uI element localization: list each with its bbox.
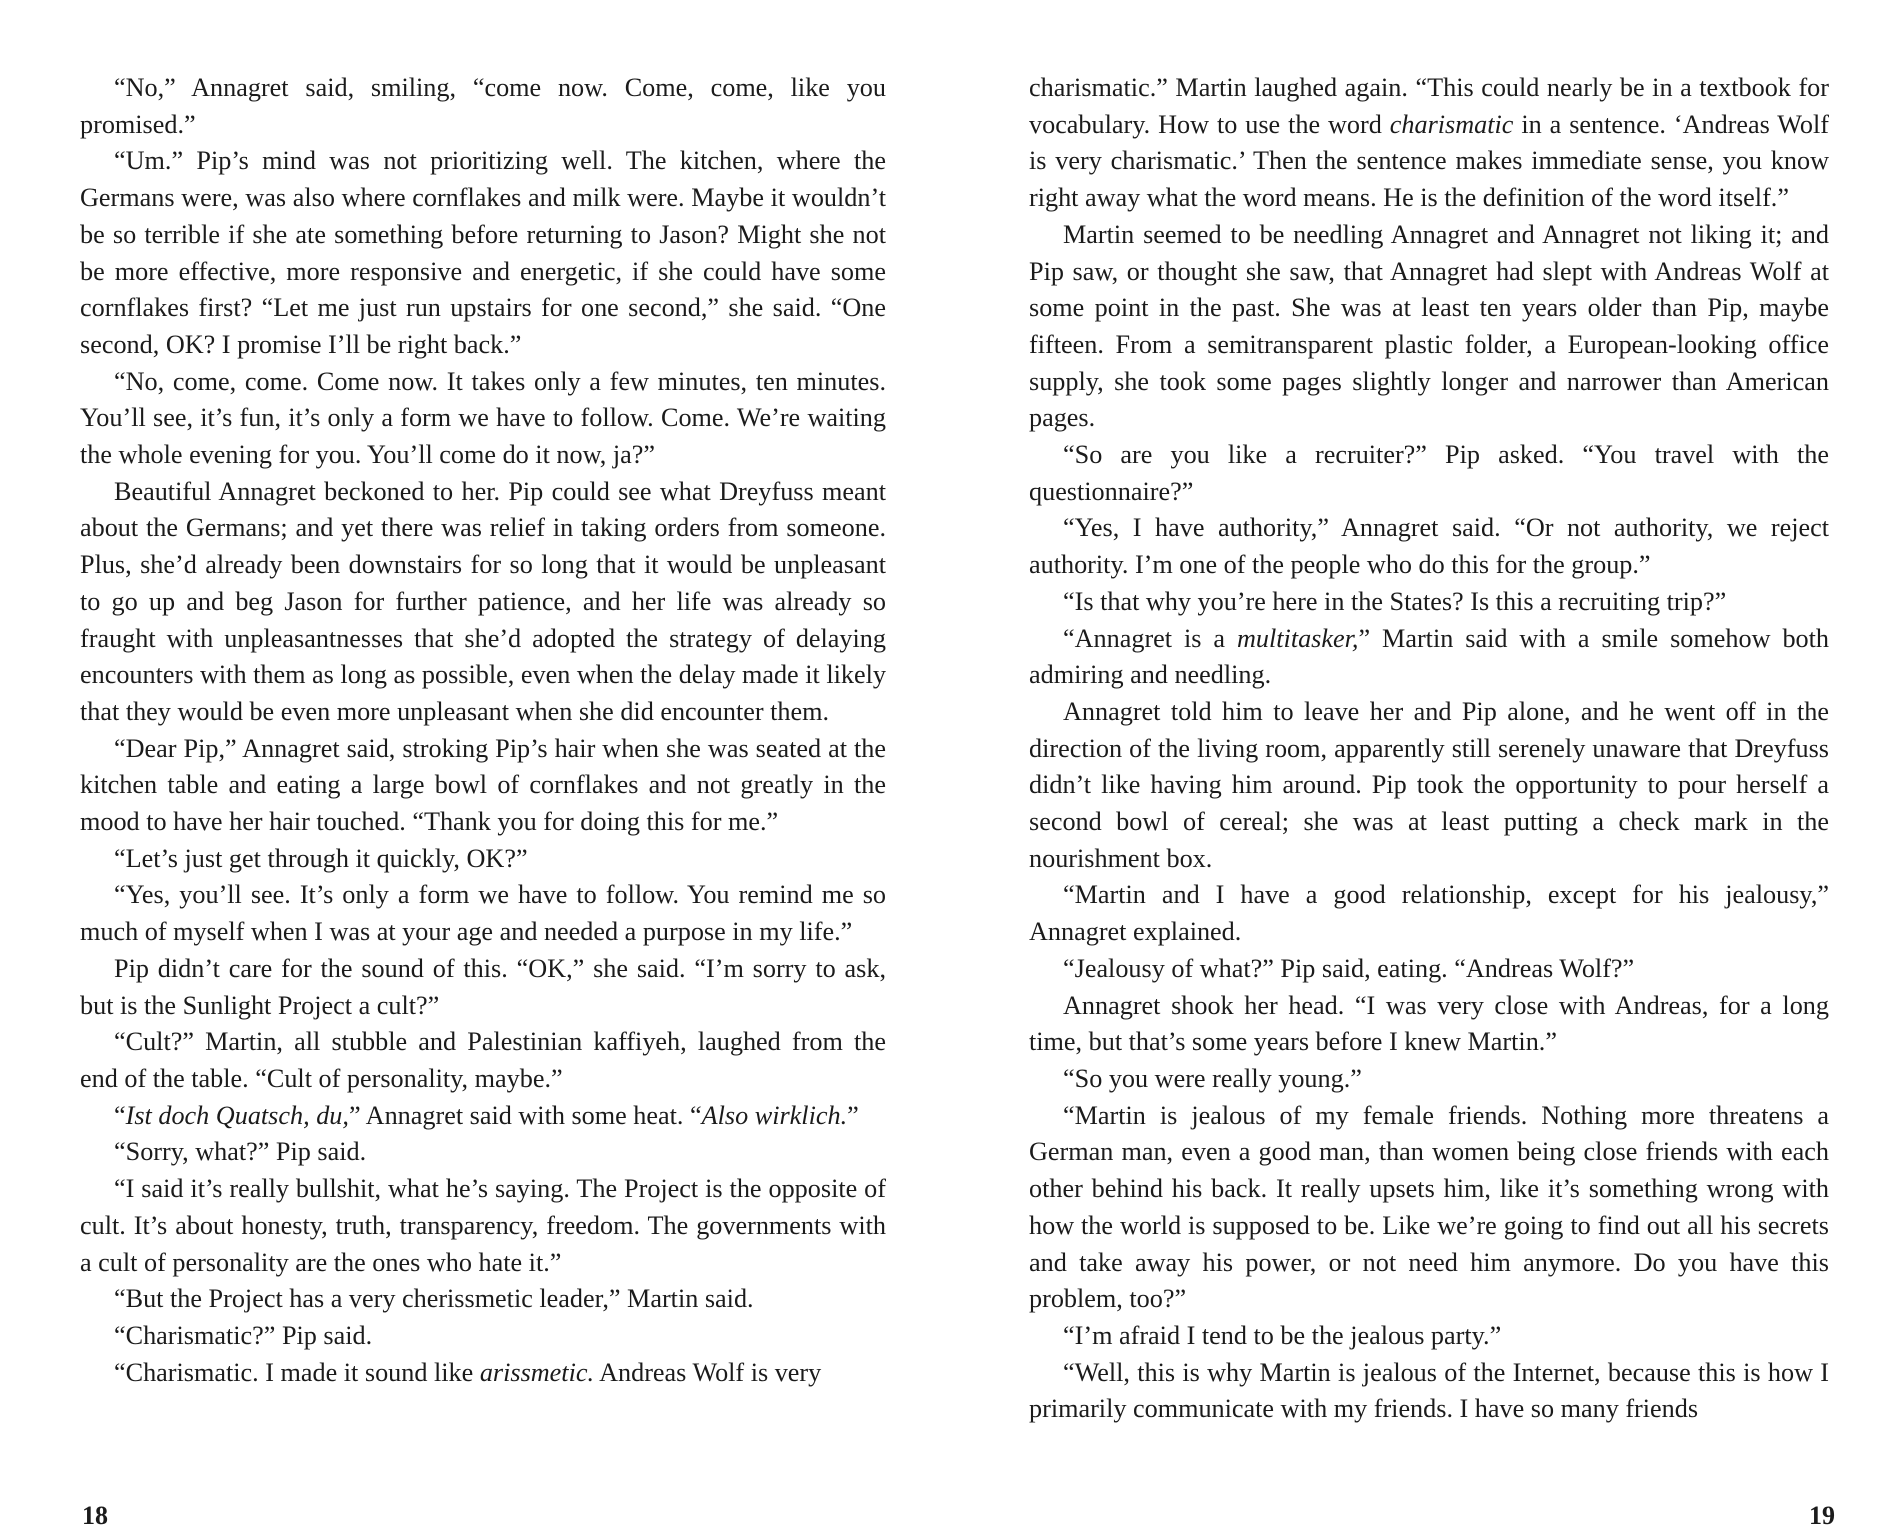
paragraph (80, 1355, 886, 1392)
paragraph-text: “I said it’s really bullshit, what he’s saying. The Project is the opposite of cult. It’s about honesty, truth, transparency, freedom. The governments with a cult of personality are the ones who hate it.” (80, 1174, 886, 1277)
paragraph-text: “Yes, you’ll see. It’s only a form we have to follow. You remind me so much of myself when I was at your age and needed a purpose in my life.” (80, 880, 886, 947)
paragraph-text: “So you were really young.” (1063, 1063, 1362, 1093)
paragraph-text: ” Annagret said with some heat. “ (348, 1100, 702, 1130)
paragraph (80, 841, 886, 878)
paragraph-text: in a sentence. ‘Andreas Wolf is very charismatic.’ Then the sentence makes immediate sense, you know right away what the word means. He is the definition of the word itself.” (1029, 109, 1829, 213)
paragraph (80, 143, 886, 363)
paragraph-text: “Sorry, what?” Pip said. (114, 1137, 367, 1167)
paragraph-text: Andreas Wolf is very (594, 1357, 822, 1387)
paragraph (1029, 951, 1829, 988)
paragraph-text: “Charismatic. I made it sound like (114, 1357, 480, 1387)
paragraph-text: “Martin and I have a good relationship, except for his jealousy,” Annagret explained. (1029, 880, 1829, 947)
paragraph (80, 1134, 886, 1171)
italic-text: Also wirklich. (701, 1100, 848, 1130)
left-page-text (80, 70, 886, 1391)
right-page-text (1029, 70, 1829, 1428)
right-page-number: 19 (1809, 1501, 1835, 1530)
paragraph-text: Annagret told him to leave her and Pip alone, and he went off in the direction of the living room, apparently still serenely unaware that Dreyfuss didn’t like having him around. Pip took the opportunity to pour herself a second bowl of cereal; she was at least putting a check mark in the nourishment box. (1029, 696, 1829, 873)
italic-text: arissmetic. (479, 1357, 595, 1387)
paragraph-text: Annagret shook her head. “I was very close with Andreas, for a long time, but that’s some years before I knew Martin.” (1029, 990, 1829, 1057)
paragraph (1029, 694, 1829, 878)
italic-text: Ist doch Quatsch, du, (125, 1100, 349, 1130)
paragraph (1029, 510, 1829, 583)
paragraph-text: “I’m afraid I tend to be the jealous party.” (1063, 1320, 1502, 1350)
paragraph (80, 1098, 886, 1135)
paragraph-text: Pip didn’t care for the sound of this. “OK,” she said. “I’m sorry to ask, but is the Sunlight Project a cult?” (80, 953, 886, 1020)
paragraph (80, 1024, 886, 1097)
paragraph (80, 1171, 886, 1281)
paragraph (1029, 70, 1829, 217)
italic-text: charismatic (1389, 109, 1514, 139)
paragraph-text: Martin seemed to be needling Annagret and Annagret not liking it; and Pip saw, or thought she saw, that Annagret had slept with Andreas Wolf at some point in the past. She was at least ten years older than Pip, maybe fifteen. From a semitransparent plastic folder, a European-looking office supply, she took some pages slightly longer and narrower than American pages. (1029, 219, 1829, 433)
paragraph-text: “Dear Pip,” Annagret said, stroking Pip’s hair when she was seated at the kitchen table and eating a large bowl of cornflakes and not greatly in the mood to have her hair touched. “Thank you for doing this for me.” (80, 733, 886, 837)
paragraph (80, 70, 886, 143)
paragraph-text: Beautiful Annagret beckoned to her. Pip could see what Dreyfuss meant about the Germans; and yet there was relief in taking orders from someone. Plus, she’d already been downstairs for so long that it would be unpleasant to go up and beg Jason for further patience, and her life was already so fraught with unpleasantnesses that she’d adopted the strategy of delaying encounters with them as long as possible, even when the delay made it likely that they would be even more unpleasant when she did encounter them. (80, 476, 886, 726)
paragraph-text: “Yes, I have authority,” Annagret said. “Or not authority, we reject authority. I’m one of the people who do this for the group.” (1029, 513, 1829, 580)
paragraph (80, 364, 886, 474)
paragraph (1029, 988, 1829, 1061)
paragraph-text: “Cult?” Martin, all stubble and Palestinian kaffiyeh, laughed from the end of the table. “Cult of personality, maybe.” (80, 1027, 886, 1093)
paragraph-text: “So are you like a recruiter?” Pip asked. “You travel with the questionnaire?” (1029, 440, 1829, 506)
paragraph (1029, 217, 1829, 437)
right-page (947, 0, 1894, 1537)
paragraph (1029, 584, 1829, 621)
paragraph-text: “Is that why you’re here in the States? Is this a recruiting trip?” (1063, 586, 1727, 616)
paragraph (1029, 621, 1829, 694)
paragraph (1029, 1318, 1829, 1355)
paragraph-text: ” (847, 1100, 859, 1130)
paragraph (1029, 437, 1829, 510)
paragraph (80, 731, 886, 841)
paragraph (80, 1281, 886, 1318)
italic-text: multitasker, (1236, 623, 1359, 653)
paragraph-text: “Annagret is a (1063, 623, 1237, 653)
paragraph-text: “No, come, come. Come now. It takes only a few minutes, ten minutes. You’ll see, it’s fun, it’s only a form we have to follow. Come. We’re waiting the whole evening for you. You’ll come do it now, ja?” (80, 366, 886, 470)
paragraph (1029, 1061, 1829, 1098)
paragraph-text: “Well, this is why Martin is jealous of the Internet, because this is how I primarily communicate with my friends. I have so many friends (1029, 1357, 1829, 1424)
paragraph (80, 474, 886, 731)
paragraph-text: “Um.” Pip’s mind was not prioritizing well. The kitchen, where the Germans were, was also where cornflakes and milk were. Maybe it wouldn’t be so terrible if she ate something before returning to Jason? Might she not be more effective, more responsive and energetic, if she could have some cornflakes first? “Let me just run upstairs for one second,” she said. “One second, OK? I promise I’ll be right back.” (80, 146, 886, 359)
paragraph-text: “But the Project has a very cherissmetic leader,” Martin said. (114, 1284, 754, 1314)
paragraph (1029, 877, 1829, 950)
paragraph (80, 951, 886, 1024)
paragraph-text: “Martin is jealous of my female friends. Nothing more threatens a German man, even a good man, than women being close friends with each other behind his back. It really upsets him, like it’s something wrong with how the world is supposed to be. Like we’re going to find out all his secrets and take away his power, or not need him anymore. Do you have this problem, too?” (1029, 1100, 1829, 1314)
left-page-number: 18 (82, 1501, 108, 1530)
paragraph-text: “Jealousy of what?” Pip said, eating. “Andreas Wolf?” (1063, 953, 1635, 983)
paragraph (80, 877, 886, 950)
paragraph (80, 1318, 886, 1355)
paragraph (1029, 1098, 1829, 1318)
paragraph-text: “ (114, 1100, 126, 1130)
paragraph-text: charismatic.” Martin laughed again. “This could nearly be in a textbook for vocabulary. How to use the word (1029, 73, 1829, 139)
paragraph-text: “Let’s just get through it quickly, OK?” (114, 843, 528, 873)
paragraph-text: ” Martin said with a smile somehow both admiring and needling. (1029, 623, 1829, 690)
paragraph (1029, 1355, 1829, 1428)
paragraph-text: “Charismatic?” Pip said. (114, 1320, 373, 1350)
paragraph-text: “No,” Annagret said, smiling, “come now. Come, come, like you promised.” (80, 73, 886, 139)
